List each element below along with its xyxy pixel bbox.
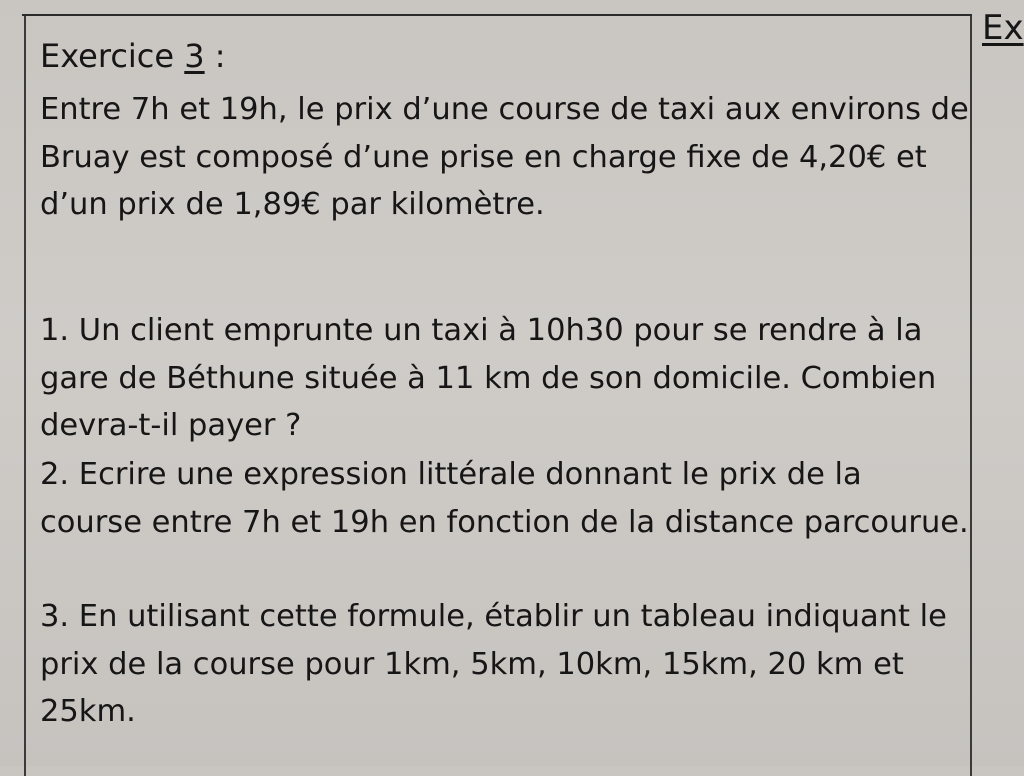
exercise-title-colon: :	[204, 37, 226, 75]
exercise-number: 3	[184, 37, 205, 75]
exercise-title-word: Exercice	[40, 37, 175, 75]
next-exercise-heading-fragment: Ex	[982, 8, 1024, 48]
exercise-title	[40, 36, 226, 76]
question-3: 3. En utilisant cette formule, établir un tableau indiquant le prix de la course pour 1km, 5km, 10km, 15km, 20 km et 25km.	[40, 599, 947, 729]
question-1: 1. Un client emprunte un taxi à 10h30 pour se rendre à la gare de Béthune située à 11 km de son domicile. Combien devra-t-il payer ?	[40, 313, 937, 443]
question-2: 2. Ecrire une expression littérale donnant le prix de la course entre 7h et 19h en fonction de la distance parcourue.	[40, 457, 969, 540]
exercise-statement: Entre 7h et 19h, le prix d’une course de taxi aux environs de Bruay est composé d’une prise en charge fixe de 4,20€ et d’un prix de 1,89€ par kilomètre.	[40, 92, 969, 222]
